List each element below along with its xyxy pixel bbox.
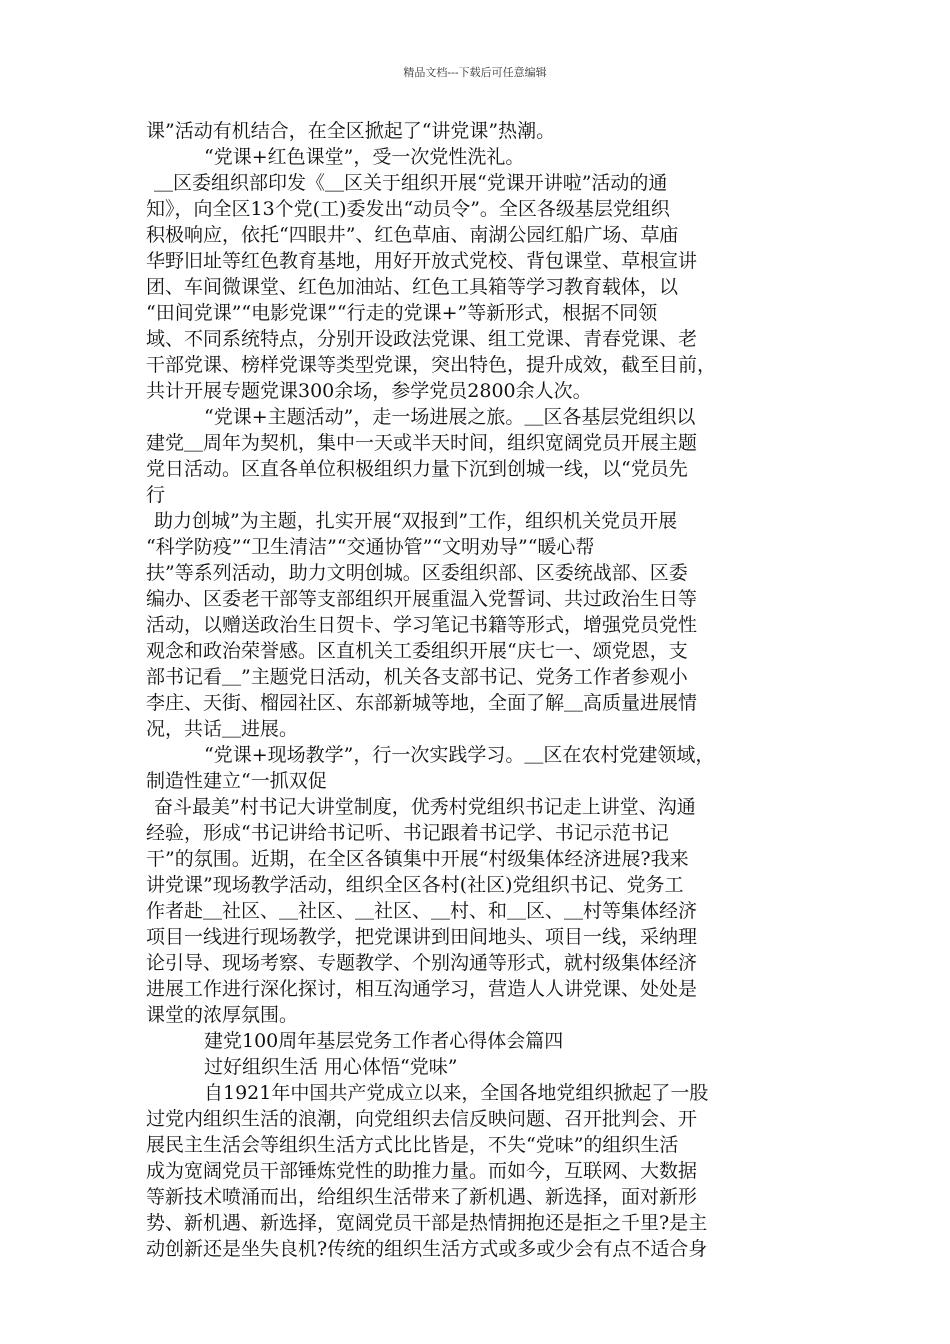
text-line: 作者赴＿社区、＿社区、＿社区、＿村、和＿区、＿村等集体经济 (146, 900, 698, 922)
text-line: 论引导、现场考察、专题教学、个别沟通等形式，就村级集体经济 (146, 952, 698, 974)
text-line: 行 (146, 484, 166, 506)
text-line: “党课+红色课堂”，受一次党性洗礼。 (204, 146, 525, 168)
text-line: “党课+现场教学”，行一次实践学习。＿区在农村党建领域， (204, 744, 715, 766)
text-line: 建党100周年基层党务工作者心得体会篇四 (204, 1030, 564, 1052)
text-line: 课堂的浓厚氛围。 (146, 1004, 299, 1026)
text-line: 课”活动有机结合，在全区掀起了“讲党课”热潮。 (146, 120, 556, 142)
text-line: 华野旧址等红色教育基地，用好开放式党校、背包课堂、草根宣讲 (146, 250, 698, 272)
text-line: 编办、区委老干部等支部组织开展重温入党誓词、共过政治生日等 (146, 588, 698, 610)
text-line: 动创新还是坐失良机?传统的组织生活方式或多或少会有点不适合身 (146, 1238, 708, 1260)
text-line: 过好组织生活 用心体悟“党味” (204, 1056, 458, 1078)
text-line: “田间党课”“电影党课”“行走的党课+”等新形式，根据不同领 (146, 302, 658, 324)
text-line: 制造性建立“一抓双促 (146, 770, 327, 792)
text-line: 知》，向全区13个党(工)委发出“动员令”。全区各级基层党组织 (146, 198, 670, 220)
text-line: “党课+主题活动”，走一场进展之旅。＿区各基层党组织以 (204, 406, 696, 428)
text-line: 共计开展专题党课300余场，参学党员2800余人次。 (146, 380, 592, 402)
text-line: 扶”等系列活动，助力文明创城。区委组织部、区委统战部、区委 (146, 562, 688, 584)
text-line: 成为宽阔党员干部锤炼党性的助推力量。而如今，互联网、大数据 (146, 1160, 698, 1182)
text-line: 势、新机遇、新选择，宽阔党员干部是热情拥抱还是拒之千里?是主 (146, 1212, 708, 1234)
text-line: 部书记看＿”主题党日活动，机关各支部书记、党务工作者参观小 (146, 666, 688, 688)
text-line: ＿区委组织部印发《＿区关于组织开展“党课开讲啦”活动的通 (154, 172, 668, 194)
text-line: 过党内组织生活的浪潮，向党组织去信反映问题、召开批判会、开 (146, 1108, 698, 1130)
text-line: 自1921年中国共产党成立以来，全国各地党组织掀起了一股 (204, 1082, 709, 1104)
text-line: 积极响应，依托“四眼井”、红色草庙、南湖公园红船广场、草庙 (146, 224, 679, 246)
text-line: 等新技术喷涌而出，给组织生活带来了新机遇、新选择，面对新形 (146, 1186, 698, 1208)
text-line: 域、不同系统特点，分别开设政法党课、组工党课、青春党课、老 (146, 328, 698, 350)
text-line: 李庄、天街、榴园社区、东部新城等地，全面了解＿高质量进展情 (146, 692, 698, 714)
text-line: 党日活动。区直各单位积极组织力量下沉到创城一线，以“党员先 (146, 458, 688, 480)
text-line: 干部党课、榜样党课等类型党课，突出特色，提升成效，截至目前， (146, 354, 717, 376)
text-line: 况，共话＿进展。 (146, 718, 299, 740)
text-line: 经验，形成“书记讲给书记听、书记跟着书记学、书记示范书记 (146, 822, 669, 844)
text-line: 活动，以赠送政治生日贺卡、学习笔记书籍等形式，增强党员党性 (146, 614, 698, 636)
document-body (146, 118, 811, 1262)
text-line: “科学防疫”“卫生清洁”“交通协管”“文明劝导”“暖心帮 (146, 536, 595, 558)
text-line: 进展工作进行深化探讨，相互沟通学习，营造人人讲党课、处处是 (146, 978, 698, 1000)
text-line: 助力创城”为主题，扎实开展“双报到”工作，组织机关党员开展 (154, 510, 678, 532)
text-line: 展民主生活会等组织生活方式比比皆是，不失“党味”的组织生活 (146, 1134, 679, 1156)
page-header: 精品文档---下载后可任意编辑 (403, 66, 547, 79)
text-line: 奋斗最美”村书记大讲堂制度，优秀村党组织书记走上讲堂、沟通 (154, 796, 696, 818)
text-line: 干”的氛围。近期，在全区各镇集中开展“村级集体经济进展?我来 (146, 848, 689, 870)
text-line: 建党＿周年为契机，集中一天或半天时间，组织宽阔党员开展主题 (146, 432, 698, 454)
text-line: 项目一线进行现场教学，把党课讲到田间地头、项目一线，采纳理 (146, 926, 698, 948)
text-line: 团、车间微课堂、红色加油站、红色工具箱等学习教育载体，以 (146, 276, 679, 298)
text-line: 观念和政治荣誉感。区直机关工委组织开展“庆七一、颂党恩，支 (146, 640, 688, 662)
text-line: 讲党课”现场教学活动，组织全区各村(社区)党组织书记、党务工 (146, 874, 684, 896)
